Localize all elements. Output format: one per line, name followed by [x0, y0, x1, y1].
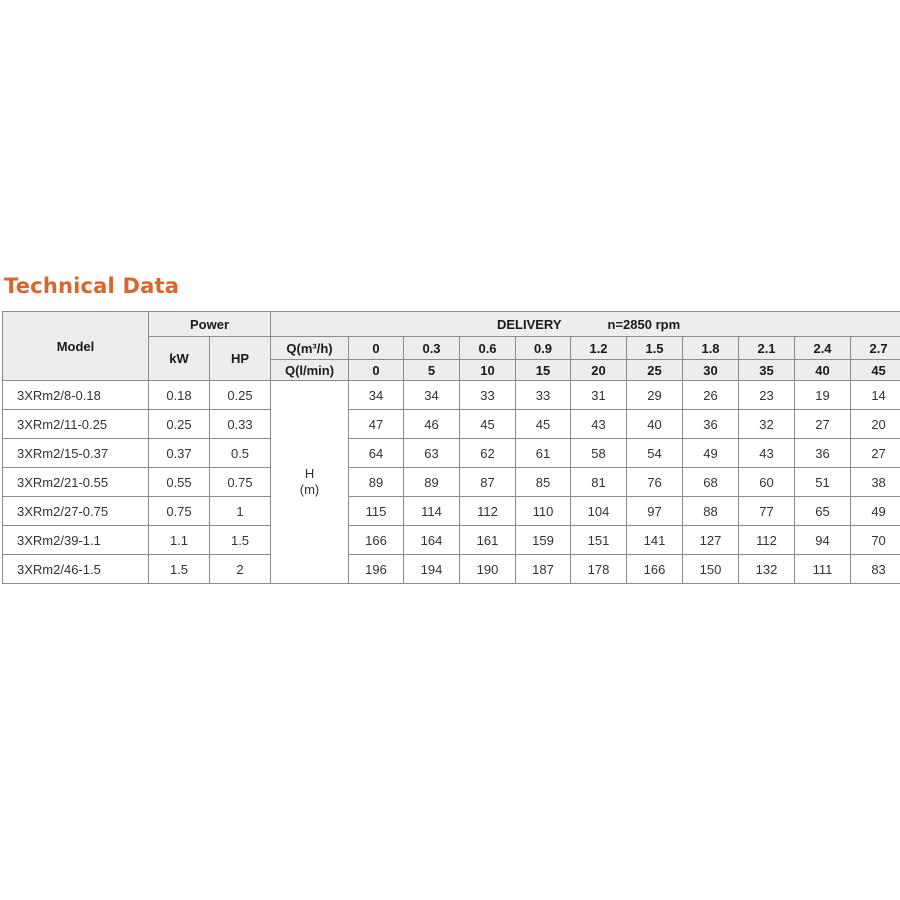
kw-cell: 1.5 — [149, 555, 210, 584]
head-value-cell: 110 — [516, 497, 571, 526]
head-value-cell: 49 — [851, 497, 900, 526]
hp-cell: 0.75 — [210, 468, 271, 497]
head-value-cell: 26 — [683, 381, 739, 410]
kw-cell: 0.55 — [149, 468, 210, 497]
head-value-cell: 85 — [516, 468, 571, 497]
head-value-cell: 115 — [349, 497, 404, 526]
table-row — [3, 439, 900, 468]
head-value-cell: 43 — [571, 410, 627, 439]
q-m3h-value: 0.9 — [516, 337, 571, 360]
kw-cell: 0.37 — [149, 439, 210, 468]
q-lmin-label: Q(l/min) — [271, 360, 349, 381]
head-value-cell: 19 — [795, 381, 851, 410]
head-value-cell: 114 — [404, 497, 460, 526]
hp-cell: 0.5 — [210, 439, 271, 468]
q-m3h-value: 2.7 — [851, 337, 900, 360]
kw-cell: 1.1 — [149, 526, 210, 555]
head-value-cell: 43 — [739, 439, 795, 468]
q-lmin-value: 25 — [627, 360, 683, 381]
head-value-cell: 190 — [460, 555, 516, 584]
head-value-cell: 33 — [460, 381, 516, 410]
head-value-cell: 194 — [404, 555, 460, 584]
hp-cell: 2 — [210, 555, 271, 584]
head-value-cell: 58 — [571, 439, 627, 468]
q-lmin-value: 35 — [739, 360, 795, 381]
delivery-header — [271, 312, 900, 337]
head-value-cell: 83 — [851, 555, 900, 584]
q-m3h-value: 1.2 — [571, 337, 627, 360]
hp-header: HP — [210, 337, 271, 381]
head-value-cell: 23 — [739, 381, 795, 410]
head-value-cell: 166 — [349, 526, 404, 555]
head-label-unit: (m) — [299, 482, 320, 497]
head-value-cell: 87 — [460, 468, 516, 497]
q-lmin-value: 5 — [404, 360, 460, 381]
head-label-cell — [271, 381, 349, 584]
q-m3h-value: 0.6 — [460, 337, 516, 360]
q-m3h-value: 2.4 — [795, 337, 851, 360]
kw-cell: 0.25 — [149, 410, 210, 439]
model-cell: 3XRm2/21-0.55 — [3, 468, 149, 497]
head-value-cell: 31 — [571, 381, 627, 410]
head-value-cell: 70 — [851, 526, 900, 555]
head-value-cell: 40 — [627, 410, 683, 439]
q-lmin-value: 40 — [795, 360, 851, 381]
q-lmin-value: 10 — [460, 360, 516, 381]
table-row — [3, 468, 900, 497]
head-value-cell: 46 — [404, 410, 460, 439]
head-value-cell: 64 — [349, 439, 404, 468]
model-cell: 3XRm2/15-0.37 — [3, 439, 149, 468]
hp-cell: 0.33 — [210, 410, 271, 439]
head-value-cell: 32 — [739, 410, 795, 439]
head-value-cell: 49 — [683, 439, 739, 468]
head-value-cell: 36 — [683, 410, 739, 439]
head-value-cell: 29 — [627, 381, 683, 410]
hp-cell: 0.25 — [210, 381, 271, 410]
head-value-cell: 81 — [571, 468, 627, 497]
table-row — [3, 381, 900, 410]
q-m3h-value: 2.1 — [739, 337, 795, 360]
hp-cell: 1.5 — [210, 526, 271, 555]
head-value-cell: 51 — [795, 468, 851, 497]
q-lmin-value: 30 — [683, 360, 739, 381]
head-value-cell: 141 — [627, 526, 683, 555]
head-value-cell: 88 — [683, 497, 739, 526]
head-value-cell: 34 — [349, 381, 404, 410]
head-value-cell: 33 — [516, 381, 571, 410]
head-value-cell: 14 — [851, 381, 900, 410]
head-value-cell: 187 — [516, 555, 571, 584]
head-value-cell: 45 — [460, 410, 516, 439]
head-value-cell: 76 — [627, 468, 683, 497]
technical-data-table — [2, 311, 900, 584]
page-title: Technical Data — [4, 274, 180, 298]
head-value-cell: 112 — [460, 497, 516, 526]
rpm-label: n=2850 rpm — [607, 316, 681, 332]
head-value-cell: 111 — [795, 555, 851, 584]
table-row — [3, 526, 900, 555]
q-m3h-value: 1.5 — [627, 337, 683, 360]
q-m3h-value: 0.3 — [404, 337, 460, 360]
table-row — [3, 410, 900, 439]
table-row — [3, 497, 900, 526]
head-value-cell: 132 — [739, 555, 795, 584]
head-value-cell: 61 — [516, 439, 571, 468]
q-lmin-value: 15 — [516, 360, 571, 381]
head-value-cell: 77 — [739, 497, 795, 526]
head-value-cell: 196 — [349, 555, 404, 584]
head-value-cell: 62 — [460, 439, 516, 468]
q-m3h-value: 1.8 — [683, 337, 739, 360]
table-row — [3, 555, 900, 584]
model-header: Model — [3, 312, 149, 381]
head-value-cell: 112 — [739, 526, 795, 555]
head-value-cell: 68 — [683, 468, 739, 497]
head-value-cell: 54 — [627, 439, 683, 468]
q-lmin-value: 45 — [851, 360, 900, 381]
model-cell: 3XRm2/8-0.18 — [3, 381, 149, 410]
model-cell: 3XRm2/27-0.75 — [3, 497, 149, 526]
head-value-cell: 178 — [571, 555, 627, 584]
head-value-cell: 159 — [516, 526, 571, 555]
head-value-cell: 89 — [404, 468, 460, 497]
head-value-cell: 38 — [851, 468, 900, 497]
head-value-cell: 27 — [851, 439, 900, 468]
head-value-cell: 127 — [683, 526, 739, 555]
head-value-cell: 97 — [627, 497, 683, 526]
model-cell: 3XRm2/46-1.5 — [3, 555, 149, 584]
head-value-cell: 166 — [627, 555, 683, 584]
q-m3h-value: 0 — [349, 337, 404, 360]
head-value-cell: 47 — [349, 410, 404, 439]
head-value-cell: 94 — [795, 526, 851, 555]
head-value-cell: 36 — [795, 439, 851, 468]
kw-cell: 0.18 — [149, 381, 210, 410]
kw-header: kW — [149, 337, 210, 381]
model-cell: 3XRm2/11-0.25 — [3, 410, 149, 439]
head-value-cell: 63 — [404, 439, 460, 468]
head-value-cell: 150 — [683, 555, 739, 584]
delivery-label: DELIVERY — [496, 316, 562, 332]
kw-cell: 0.75 — [149, 497, 210, 526]
head-value-cell: 151 — [571, 526, 627, 555]
q-lmin-value: 20 — [571, 360, 627, 381]
q-m3h-label: Q(m³/h) — [271, 337, 349, 360]
power-header: Power — [149, 312, 271, 337]
head-value-cell: 45 — [516, 410, 571, 439]
head-value-cell: 89 — [349, 468, 404, 497]
head-label-h: H — [304, 466, 315, 481]
q-lmin-value: 0 — [349, 360, 404, 381]
head-value-cell: 65 — [795, 497, 851, 526]
head-value-cell: 104 — [571, 497, 627, 526]
head-value-cell: 34 — [404, 381, 460, 410]
model-cell: 3XRm2/39-1.1 — [3, 526, 149, 555]
head-value-cell: 20 — [851, 410, 900, 439]
head-value-cell: 27 — [795, 410, 851, 439]
head-value-cell: 60 — [739, 468, 795, 497]
hp-cell: 1 — [210, 497, 271, 526]
head-value-cell: 164 — [404, 526, 460, 555]
head-value-cell: 161 — [460, 526, 516, 555]
